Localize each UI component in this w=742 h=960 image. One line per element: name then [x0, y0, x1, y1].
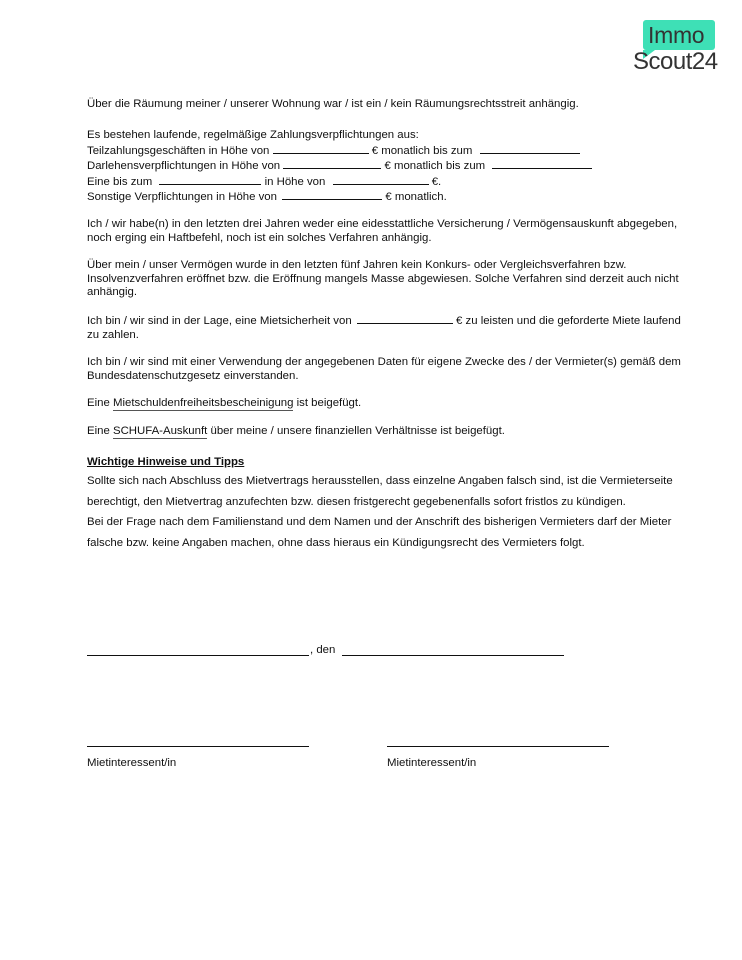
- datenschutz-statement: Ich bin / wir sind mit einer Verwendung der angegebenen Daten für eigene Zwecke des / der Vermieter(s) gemäß dem Bundesdatenschutzgesetz einverstanden.: [87, 356, 681, 382]
- signature-line-right[interactable]: [387, 746, 609, 747]
- hinweise-heading: Wichtige Hinweise und Tipps: [87, 455, 245, 468]
- sonstige-amount-field[interactable]: [282, 189, 382, 200]
- signature-line-left[interactable]: [87, 746, 309, 747]
- teilzahlung-amount-field[interactable]: [273, 143, 369, 154]
- eine-bis-label: Eine bis zum: [87, 175, 153, 188]
- schufa-statement: [87, 425, 687, 438]
- hinweis-familienstand: Bei der Frage nach dem Familienstand und dem Namen und der Anschrift des bisherigen Vermieters darf der Mieter falsche bzw. keine Angaben machen, ohne dass hieraus ein Kündigungsrecht des Vermieters folgt.: [87, 516, 672, 549]
- mietsicherheit-text-b: € zu leisten und die geforderte Miete laufend zu zahlen.: [87, 315, 681, 341]
- logo-text-scout24: Scout24: [633, 48, 718, 75]
- teilzahlung-label: Teilzahlungsgeschäften in Höhe von: [87, 144, 270, 157]
- darlehen-mid: € monatlich bis zum: [384, 160, 486, 173]
- eine-bis-end: €.: [431, 175, 442, 188]
- payment-obligations-section: [87, 129, 687, 204]
- date-signature-line[interactable]: [342, 655, 564, 656]
- schufa-post: über meine / unsere finanziellen Verhältnisse ist beigefügt.: [210, 424, 505, 437]
- sonstige-row: [87, 189, 687, 204]
- immoscout24-logo: [633, 18, 727, 76]
- sonstige-end: € monatlich.: [385, 191, 447, 204]
- teilzahlung-mid: € monatlich bis zum: [371, 144, 473, 157]
- eine-bis-amount-field[interactable]: [333, 174, 429, 185]
- sonstige-label: Sonstige Verpflichtungen in Höhe von: [87, 191, 277, 204]
- eine-bis-date-field[interactable]: [159, 174, 261, 185]
- mietsicherheit-amount-field[interactable]: [357, 313, 453, 324]
- teilzahlung-row: [87, 143, 687, 158]
- hinweis-anfechtung: Sollte sich nach Abschluss des Mietvertrags herausstellen, dass einzelne Angaben falsch sind, ist die Vermieterseite berechtigt, den Mietvertrag anzufechten bzw. diesen fristgerecht gegebenenfalls sofort fristlos zu kündigen.: [87, 475, 673, 508]
- place-signature-line[interactable]: [87, 655, 309, 656]
- signature-label-left: Mietinteressent/in: [87, 757, 177, 769]
- darlehen-row: [87, 158, 687, 173]
- signature-label-right: Mietinteressent/in: [387, 757, 477, 769]
- eine-bis-row: [87, 174, 687, 189]
- logo-text-immo: Immo: [648, 22, 705, 48]
- teilzahlung-date-field[interactable]: [480, 143, 580, 154]
- msfb-pre: Eine: [87, 397, 110, 410]
- msfb-link[interactable]: Mietschuldenfreiheitsbescheinigung: [112, 397, 294, 410]
- mietsicherheit-statement: [87, 313, 687, 342]
- raeumung-statement: Über die Räumung meiner / unserer Wohnung war / ist ein / kein Räumungsrechtsstreit anhängig.: [87, 98, 579, 110]
- msfb-statement: [87, 397, 687, 410]
- schufa-pre: Eine: [87, 424, 110, 437]
- schufa-link[interactable]: SCHUFA-Auskunft: [112, 424, 208, 437]
- form-body: [87, 98, 687, 553]
- darlehen-label: Darlehensverpflichtungen in Höhe von: [87, 160, 281, 173]
- eine-bis-mid: in Höhe von: [264, 175, 326, 188]
- konkurs-statement: Über mein / unser Vermögen wurde in den letzten fünf Jahren kein Konkurs- oder Vergleichsverfahren bzw. Insolvenzverfahren eröffnet bzw. die Eröffnung mangels Masse abgewiesen. Solche Verfahren sind derzeit auch nicht anhängig.: [87, 259, 679, 299]
- den-label: , den: [310, 644, 336, 656]
- msfb-post: ist beigefügt.: [296, 397, 362, 410]
- mietsicherheit-text-a: Ich bin / wir sind in der Lage, eine Mietsicherheit von: [87, 315, 352, 328]
- darlehen-date-field[interactable]: [492, 158, 592, 169]
- payment-intro: Es bestehen laufende, regelmäßige Zahlungsverpflichtungen aus:: [87, 129, 419, 142]
- darlehen-amount-field[interactable]: [283, 158, 381, 169]
- versicherung-statement: Ich / wir habe(n) in den letzten drei Jahren weder eine eidesstattliche Versicherung / Vermögensauskunft abgegeben, noch erging ein Haftbefehl, noch ist ein solches Verfahren anhängig.: [87, 218, 678, 244]
